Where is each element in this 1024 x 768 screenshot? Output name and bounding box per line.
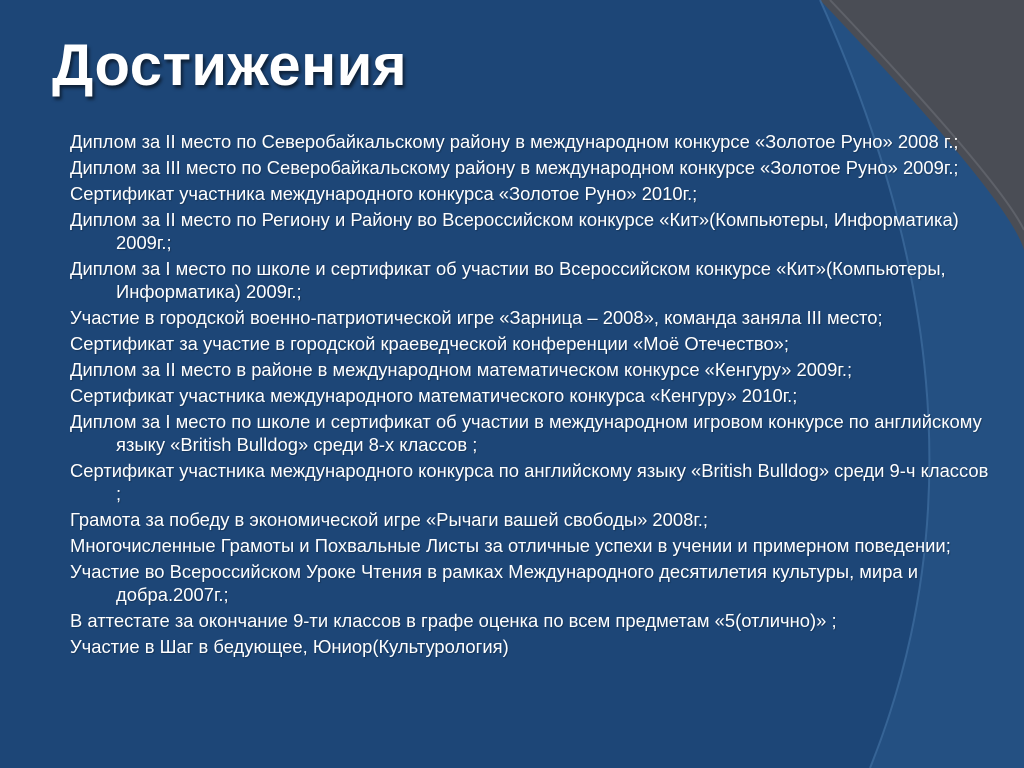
list-item: Сертификат участника международного конкурса по английскому языку «British Bulldog» среди 9-ч классов ; bbox=[70, 460, 989, 504]
list-item: Диплом за II место по Северобайкальскому району в международном конкурсе «Золотое Руно» 2008 г.; bbox=[70, 131, 959, 152]
list-item: Участие в городской военно-патриотической игре «Зарница – 2008», команда заняла III место; bbox=[70, 307, 883, 328]
list-item: Диплом за II место в районе в международном математическом конкурсе «Кенгуру» 2009г.; bbox=[70, 359, 853, 380]
achievements-list bbox=[70, 130, 990, 661]
list-item: Многочисленные Грамоты и Похвальные Листы за отличные успехи в учении и примерном поведении; bbox=[70, 535, 951, 556]
list-item: В аттестате за окончание 9-ти классов в графе оценка по всем предметам «5(отлично)» ; bbox=[70, 610, 837, 631]
list-item: Диплом за I место по школе и сертификат об участии во Всероссийском конкурсе «Кит»(Компьютеры, Информатика) 2009г.; bbox=[70, 258, 946, 302]
list-item: Участие в Шаг в бедующее, Юниор(Культурология) bbox=[70, 636, 509, 657]
list-item: Сертификат за участие в городской краеведческой конференции «Моё Отечество»; bbox=[70, 333, 790, 354]
list-item: Участие во Всероссийском Уроке Чтения в рамках Международного десятилетия культуры, мира и добра.2007г.; bbox=[70, 561, 919, 605]
list-item: Сертификат участника международного математического конкурса «Кенгуру» 2010г.; bbox=[70, 385, 798, 406]
list-item: Диплом за II место по Региону и Району во Всероссийском конкурсе «Кит»(Компьютеры, Информатика) 2009г.; bbox=[70, 209, 959, 253]
list-item: Диплом за I место по школе и сертификат об участии в международном игровом конкурсе по английскому языку «British Bulldog» среди 8-х классов ; bbox=[70, 411, 982, 455]
list-item: Грамота за победу в экономической игре «Рычаги вашей свободы» 2008г.; bbox=[70, 509, 708, 530]
list-item: Диплом за III место по Северобайкальскому району в международном конкурсе «Золотое Руно» 2009г.; bbox=[70, 157, 959, 178]
slide-title: Достижения bbox=[52, 33, 408, 98]
list-item: Сертификат участника международного конкурса «Золотое Руно» 2010г.; bbox=[70, 183, 698, 204]
